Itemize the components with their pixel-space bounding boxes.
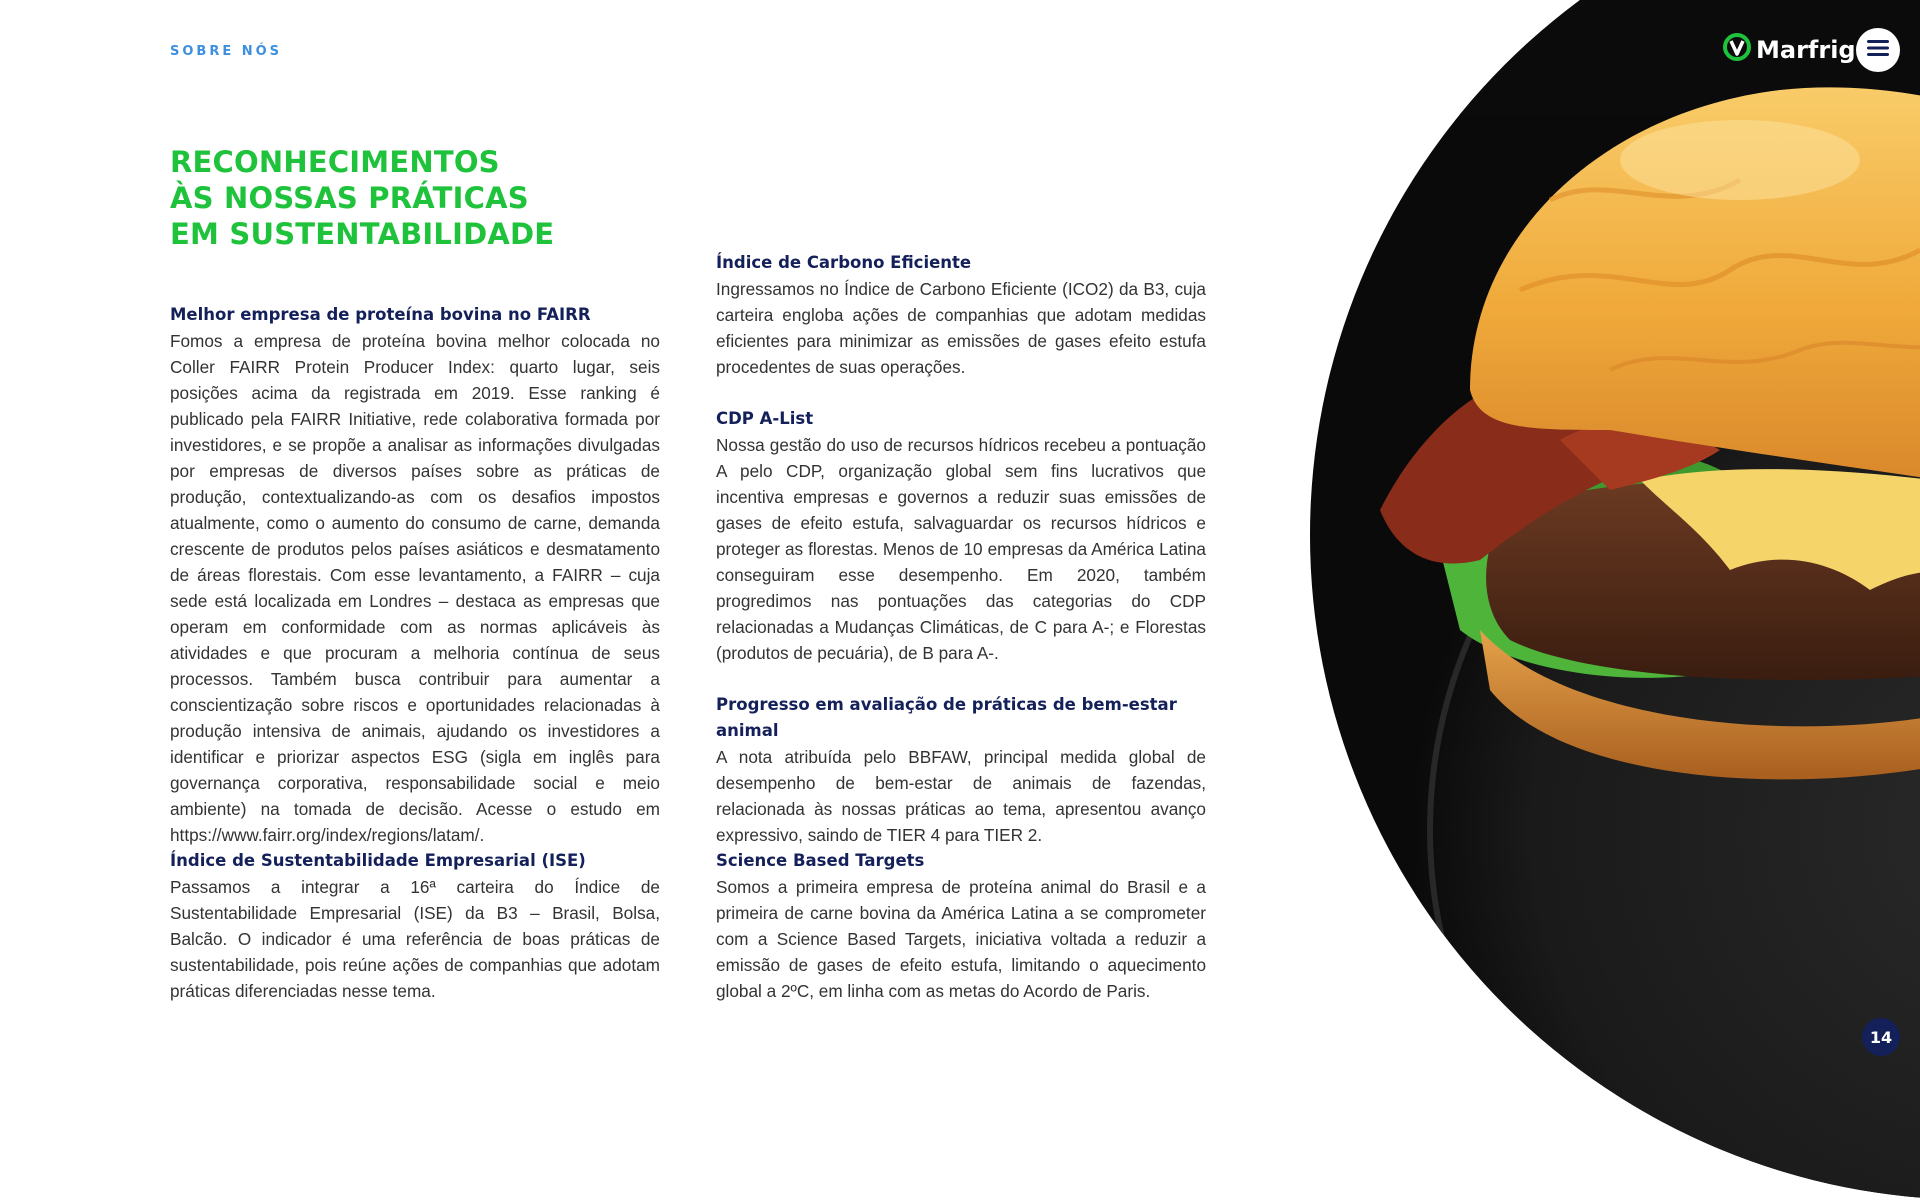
section-heading: Melhor empresa de proteína bovina no FAIRR	[170, 305, 591, 324]
section-body: Passamos a integrar a 16ª carteira do Índice de Sustentabilidade Empresarial (ISE) da B3 – Brasil, Bolsa, Balcão. O indicador é uma referência de boas práticas de sustentabilidade, pois reúne ações de companhias que adotam práticas diferenciadas nesse tema.	[170, 877, 660, 1001]
section-heading: Science Based Targets	[716, 851, 925, 870]
section-cdp	[716, 406, 1206, 666]
section-body: A nota atribuída pelo BBFAW, principal medida global de desempenho de bem-estar de animais de fazendas, relacionada às nossas práticas ao tema, apresentou avanço expressivo, saindo de TIER 4 para TIER 2.	[716, 747, 1206, 845]
brand-logo[interactable]	[1722, 32, 1856, 67]
section-body: Somos a primeira empresa de proteína animal do Brasil e a primeira de carne bovina da América Latina a se comprometer com a Science Based Targets, iniciativa voltada a reduzir a emissão de gases de efeito estufa, limitando o aquecimento global a 2ºC, em linha com as metas do Acordo de Paris.	[716, 877, 1206, 1001]
section-body: Nossa gestão do uso de recursos hídricos recebeu a pontuação A pelo CDP, organização global sem fins lucrativos que incentiva empresas e governos a reduzir suas emissões de gases de efeito estufa, salvaguardar os recursos hídricos e proteger as florestas. Menos de 10 empresas da América Latina conseguiram esse desempenho. Em 2020, também progredimos nas pontuações das categorias do CDP relacionadas a Mudanças Climáticas, de C para A-; e Florestas (produtos de pecuária), de B para A-.	[716, 435, 1206, 663]
hamburger-menu-icon	[1866, 38, 1890, 63]
section-ise	[170, 848, 660, 1004]
bun-highlight	[1620, 120, 1860, 200]
section-fairr	[170, 302, 660, 848]
marfrig-leaf-icon	[1722, 32, 1752, 67]
section-ico2	[716, 250, 1206, 380]
section-sbt	[716, 848, 1206, 1004]
section-body: Fomos a empresa de proteína bovina melhor colocada no Coller FAIRR Protein Producer Index: quarto lugar, seis posições acima da registrada em 2019. Esse ranking é publicado pela FAIRR Initiative, rede colaborativa formada por investidores, e se propõe a analisar as informações divulgadas por empresas de diversos países sobre as práticas de produção, contextualizando-as com os desafios impostos atualmente, como o aumento do consumo de carne, demanda crescente de produtos pelos países asiáticos e desmatamento de áreas florestais. Com esse levantamento, a FAIRR – cuja sede está localizada em Londres – destaca as empresas que operam em conformidade com as normas aplicáveis às atividades e que procuram a melhoria contínua de seus processos. Também busca contribuir para aumentar a conscientização sobre riscos e oportunidades relacionadas à produção intensiva de animais, ajudando os investidores a identificar e priorizar aspectos ESG (sigla em inglês para governança corporativa, responsabilidade social e meio ambiente) na tomada de decisão. Acesse o estudo em https://www.fairr.org/index/regions/latam/.	[170, 331, 660, 845]
page-title-line: EM SUSTENTABILIDADE	[170, 217, 555, 251]
menu-button[interactable]	[1856, 28, 1900, 72]
brand-name: Marfrig	[1756, 35, 1856, 64]
page-number-badge: 14	[1862, 1018, 1900, 1056]
section-body: Ingressamos no Índice de Carbono Eficiente (ICO2) da B3, cuja carteira engloba ações de companhias que adotam medidas eficientes para minimizar as emissões de gases efeito estufa procedentes de suas operações.	[716, 279, 1206, 377]
section-heading: Índice de Carbono Eficiente	[716, 253, 972, 272]
section-heading: CDP A-List	[716, 409, 814, 428]
section-heading: Progresso em avaliação de práticas de bem-estar animal	[716, 695, 1177, 740]
page-title	[170, 144, 554, 252]
section-bbfaw	[716, 692, 1206, 848]
burger-photo	[1310, 0, 1920, 1200]
page-title-line: ÀS NOSSAS PRÁTICAS	[170, 181, 529, 215]
section-eyebrow: SOBRE NÓS	[170, 44, 283, 59]
burger-illustration	[1310, 0, 1920, 1200]
section-heading: Índice de Sustentabilidade Empresarial (ISE)	[170, 851, 586, 870]
page-title-line: RECONHECIMENTOS	[170, 145, 500, 179]
